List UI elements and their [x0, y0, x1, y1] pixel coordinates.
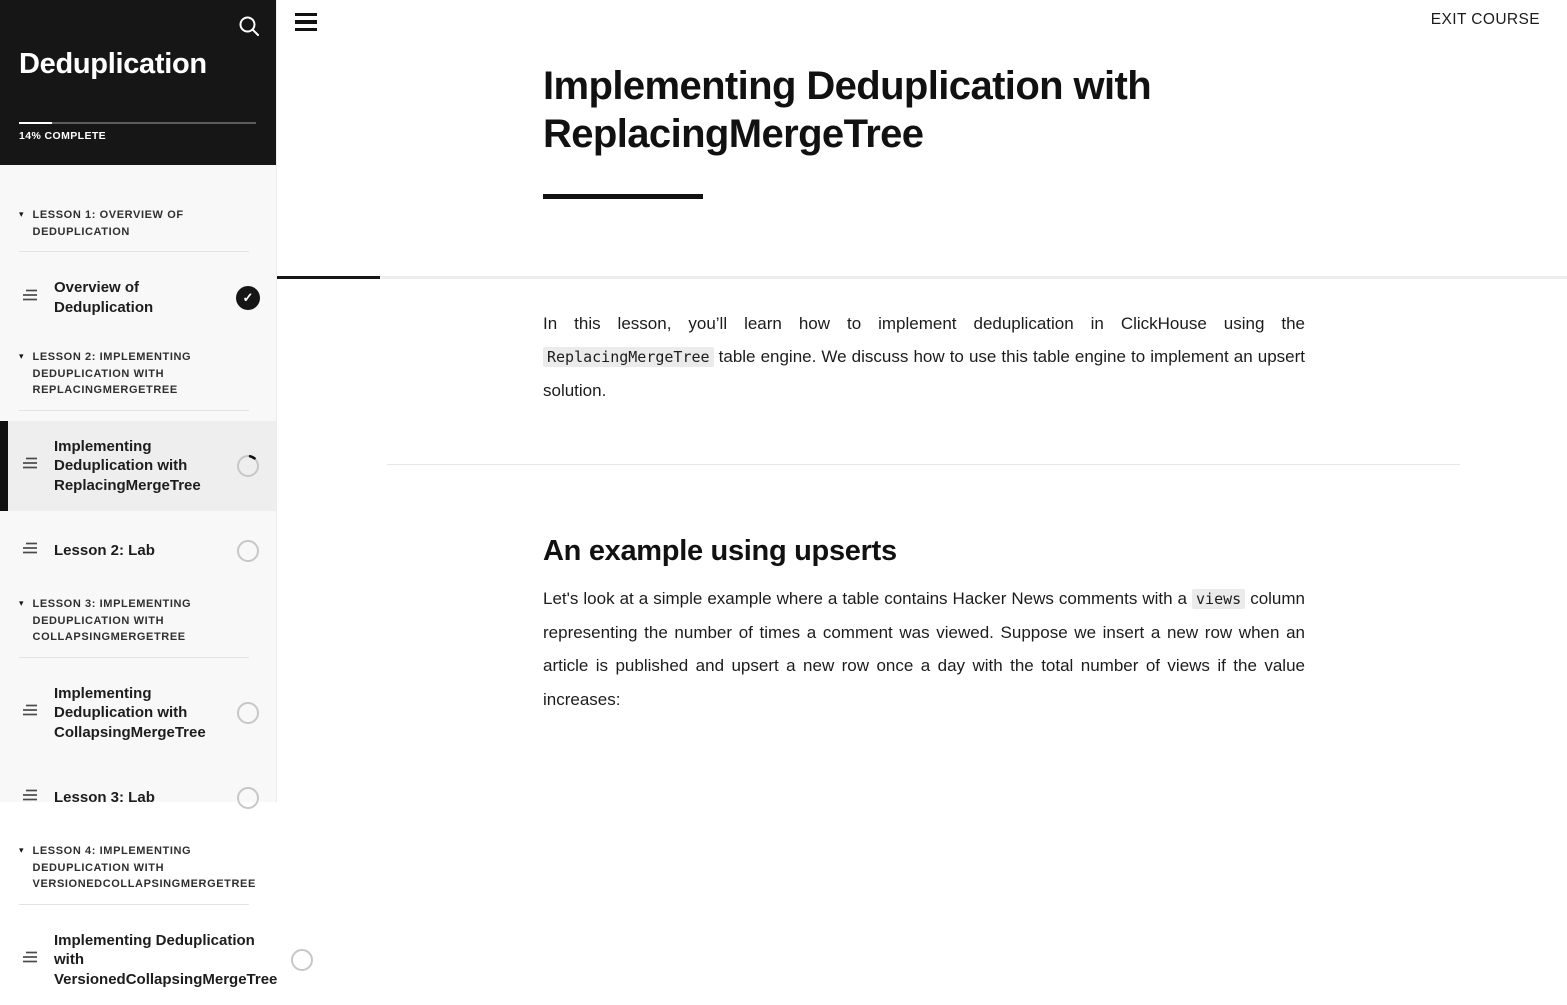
divider: [19, 657, 249, 658]
lesson-content: [387, 0, 1460, 716]
lesson-in-progress-icon: [236, 454, 260, 478]
exit-course-link[interactable]: EXIT COURSE: [1431, 11, 1540, 29]
menu-button[interactable]: [295, 13, 317, 31]
sidebar-item-implementing-deduplication-versionedcollapsingmergetree[interactable]: [0, 915, 276, 1005]
lesson-paragraph-2: Let's look at a simple example where a table contains Hacker News comments with a views column representing the number of times a comment was viewed. Suppose we insert a new row when an article is published and upsert a new row once a day with the total number of views if the value increases:: [543, 582, 1305, 716]
course-progress-fill: [19, 122, 52, 124]
inline-code-replacingmergetree: ReplacingMergeTree: [543, 347, 714, 367]
text-lesson-icon: [19, 784, 41, 811]
chevron-down-icon: ▾: [19, 349, 24, 399]
title-underline: [543, 194, 703, 199]
divider: [19, 904, 249, 905]
reading-progress-fill: [277, 276, 380, 279]
sidebar-item-lesson-2-lab[interactable]: [0, 521, 276, 580]
sidebar-item-overview-of-deduplication[interactable]: [0, 262, 276, 333]
hamburger-icon: [295, 13, 317, 16]
lesson-incomplete-icon: [236, 701, 260, 725]
lesson-item-label: Implementing Deduplication with VersionedCollapsingMergeTree: [54, 931, 277, 990]
content-divider: [387, 464, 1460, 465]
inline-code-views: views: [1192, 589, 1245, 609]
sidebar-item-implementing-deduplication-collapsingmergetree[interactable]: [0, 668, 276, 759]
sidebar-section-header-lesson-1[interactable]: ▾ LESSON 1: OVERVIEW OF DEDUPLICATION: [0, 207, 276, 251]
text-lesson-icon: [19, 537, 41, 564]
lesson-incomplete-icon: [290, 948, 314, 972]
divider: [19, 251, 249, 252]
text-lesson-icon: [19, 946, 41, 973]
sidebar-section-lesson-1: [0, 207, 276, 333]
section-heading: An example using upserts: [543, 535, 1460, 568]
course-sidebar: [0, 0, 277, 802]
lesson-item-label: Lesson 3: Lab: [54, 788, 223, 808]
chevron-down-icon: ▾: [19, 843, 24, 893]
sidebar-section-header-lesson-4[interactable]: ▾ LESSON 4: IMPLEMENTING DEDUPLICATION WITH VERSIONEDCOLLAPSINGMERGETREE: [0, 843, 276, 904]
chevron-down-icon: ▾: [19, 207, 24, 240]
sidebar-item-lesson-3-lab[interactable]: [0, 768, 276, 827]
text-lesson-icon: [19, 699, 41, 726]
lesson-item-label: Implementing Deduplication with CollapsingMergeTree: [54, 684, 223, 743]
sidebar-section-header-lesson-3[interactable]: ▾ LESSON 3: IMPLEMENTING DEDUPLICATION WITH COLLAPSINGMERGETREE: [0, 596, 276, 657]
text-lesson-icon: [19, 284, 41, 311]
sidebar-header: [0, 0, 276, 165]
lesson-main: [277, 0, 1567, 802]
course-title: Deduplication: [19, 48, 207, 81]
chevron-down-icon: ▾: [19, 596, 24, 646]
page-title: Implementing Deduplication with ReplacingMergeTree: [543, 62, 1305, 158]
lesson-item-label: Implementing Deduplication with ReplacingMergeTree: [54, 437, 223, 496]
lesson-incomplete-icon: [236, 539, 260, 563]
lesson-complete-icon: ✓: [236, 286, 260, 310]
search-icon[interactable]: [237, 14, 261, 38]
sidebar-section-header-lesson-2[interactable]: ▾ LESSON 2: IMPLEMENTING DEDUPLICATION WITH REPLACINGMERGETREE: [0, 349, 276, 410]
lesson-incomplete-icon: [236, 786, 260, 810]
sidebar-section-lesson-4: [0, 843, 276, 1005]
text-lesson-icon: [19, 452, 41, 479]
lesson-paragraph-1: In this lesson, you’ll learn how to implement deduplication in ClickHouse using the ReplacingMergeTree table engine. We discuss how to use this table engine to implement an upsert solution.: [543, 307, 1305, 407]
lesson-item-label: Lesson 2: Lab: [54, 541, 223, 561]
sidebar-section-lesson-3: [0, 596, 276, 827]
course-progress-bar: [19, 122, 256, 124]
sidebar-item-implementing-deduplication-replacingmergetree[interactable]: [0, 421, 276, 512]
course-progress-label: 14% COMPLETE: [19, 130, 106, 142]
lesson-item-label: Overview of Deduplication: [54, 278, 223, 317]
divider: [19, 410, 249, 411]
lesson-nav: [0, 165, 276, 1005]
sidebar-section-lesson-2: [0, 349, 276, 580]
